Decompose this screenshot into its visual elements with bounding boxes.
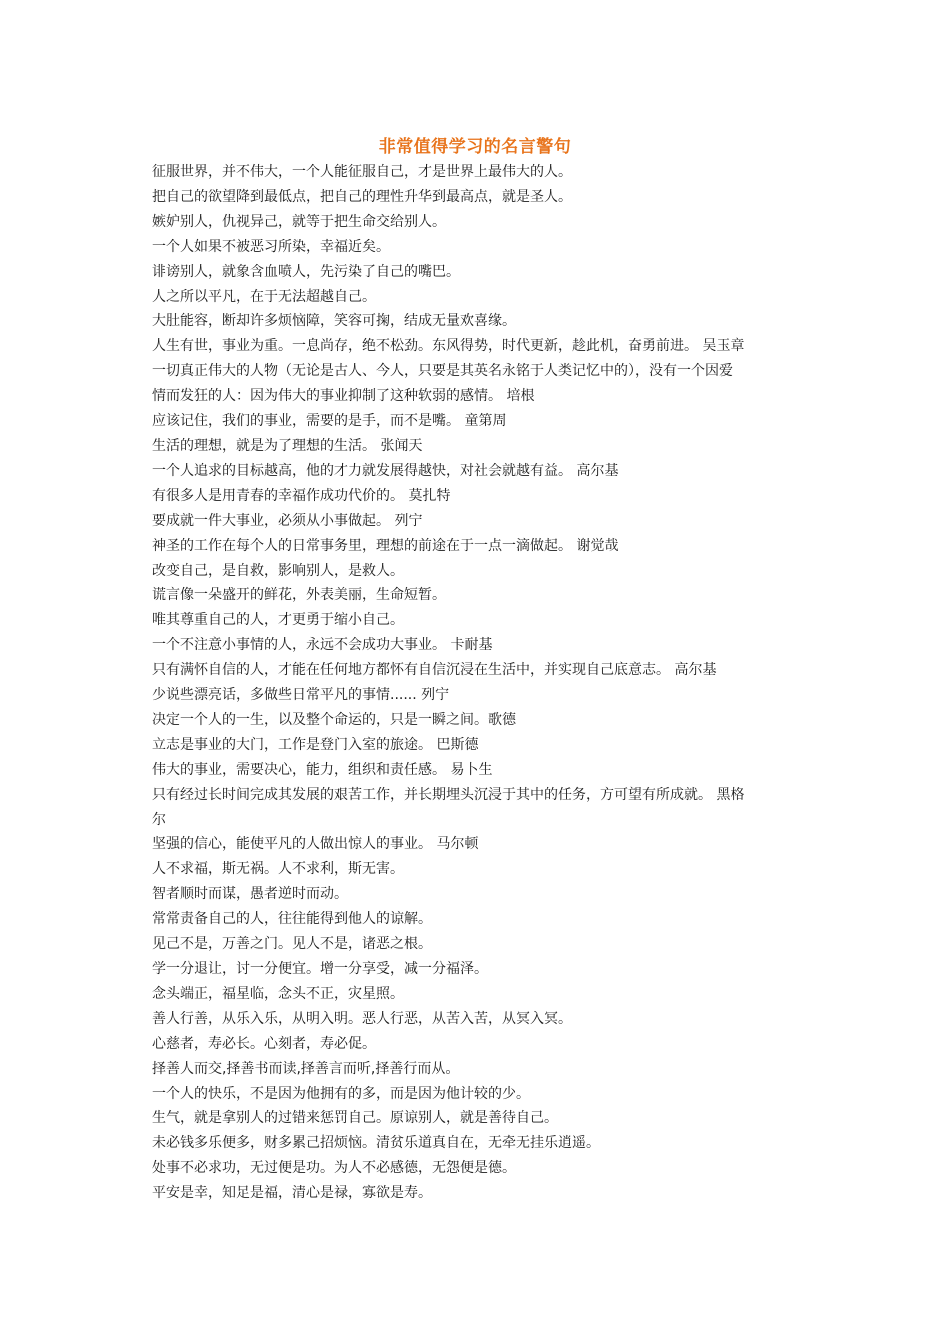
document-body bbox=[152, 160, 802, 1206]
quote-line: 择善人而交,择善书而读,择善言而听,择善行而从。 bbox=[152, 1060, 460, 1077]
quote-line: 决定一个人的一生，以及整个命运的，只是一瞬之间。歌德 bbox=[152, 711, 516, 728]
quote-line: 一个不注意小事情的人，永远不会成功大事业。 卡耐基 bbox=[152, 637, 493, 654]
document-title: 非常值得学习的名言警句 bbox=[378, 137, 572, 157]
quote-line: 少说些漂亮话，多做些日常平凡的事情...... 列宁 bbox=[152, 687, 450, 704]
quote-line: 把自己的欲望降到最低点，把自己的理性升华到最高点，就是圣人。 bbox=[152, 188, 572, 205]
quote-line: 处事不必求功，无过便是功。为人不必感德，无怨便是德。 bbox=[152, 1160, 516, 1177]
quote-line: 人生有世，事业为重。一息尚存，绝不松劲。东风得势，时代更新，趁此机，奋勇前进。 吴玉章 bbox=[152, 338, 745, 355]
quote-line: 唯其尊重自己的人，才更勇于缩小自己。 bbox=[152, 612, 404, 629]
quote-line: 生气，就是拿别人的过错来惩罚自己。原谅别人，就是善待自己。 bbox=[152, 1110, 558, 1127]
quote-line: 伟大的事业，需要决心，能力，组织和责任感。 易卜生 bbox=[152, 761, 493, 778]
quote-line: 谎言像一朵盛开的鲜花，外表美丽，生命短暂。 bbox=[152, 587, 446, 604]
quote-line: 征服世界，并不伟大，一个人能征服自己，才是世界上最伟大的人。 bbox=[152, 164, 572, 180]
quote-line: 立志是事业的大门，工作是登门入室的旅途。 巴斯德 bbox=[152, 736, 479, 753]
quote-line: 只有满怀自信的人，才能在任何地方都怀有自信沉浸在生活中，并实现自己底意志。 高尔基 bbox=[152, 662, 717, 679]
quote-line: 大肚能容，断却许多烦恼障，笑容可掬，结成无量欢喜缘。 bbox=[152, 313, 516, 330]
quote-line: 常常责备自己的人，往往能得到他人的谅解。 bbox=[152, 911, 432, 928]
quote-line: 心慈者，寿必长。心刻者，寿必促。 bbox=[152, 1035, 376, 1052]
quote-line: 生活的理想，就是为了理想的生活。 张闻天 bbox=[152, 437, 423, 454]
quote-line: 嫉妒别人，仇视异己，就等于把生命交给别人。 bbox=[152, 213, 446, 230]
quote-line: 要成就一件大事业，必须从小事做起。 列宁 bbox=[152, 512, 423, 529]
quote-line: 未必钱多乐便多，财多累己招烦恼。清贫乐道真自在，无牵无挂乐逍遥。 bbox=[152, 1135, 600, 1152]
quote-line: 一个人的快乐，不是因为他拥有的多，而是因为他计较的少。 bbox=[152, 1085, 530, 1102]
quote-line: 尔 bbox=[152, 811, 166, 828]
quote-line: 只有经过长时间完成其发展的艰苦工作，并长期埋头沉浸于其中的任务，方可望有所成就。 黑格 bbox=[152, 786, 745, 803]
quote-line: 诽谤别人，就象含血喷人，先污染了自己的嘴巴。 bbox=[152, 263, 460, 280]
quote-line: 平安是幸，知足是福，清心是禄，寡欲是寿。 bbox=[152, 1185, 432, 1202]
quote-line: 坚强的信心，能使平凡的人做出惊人的事业。 马尔顿 bbox=[152, 836, 479, 853]
quote-line: 念头端正，福星临，念头不正，灾星照。 bbox=[152, 985, 404, 1002]
quote-line: 智者顺时而谋，愚者逆时而动。 bbox=[152, 886, 348, 903]
quote-line: 人不求福，斯无祸。人不求利，斯无害。 bbox=[152, 861, 404, 878]
quote-line: 有很多人是用青春的幸福作成功代价的。 莫扎特 bbox=[152, 487, 451, 504]
quote-line: 一个人追求的目标越高，他的才力就发展得越快，对社会就越有益。 高尔基 bbox=[152, 462, 619, 479]
quote-line: 善人行善，从乐入乐，从明入明。恶人行恶，从苦入苦，从冥入冥。 bbox=[152, 1010, 572, 1027]
quote-line: 见己不是，万善之门。见人不是，诸恶之根。 bbox=[152, 936, 432, 953]
quote-line: 一切真正伟大的人物（无论是古人、今人，只要是其英名永铭于人类记忆中的），没有一个因爱 bbox=[152, 363, 733, 380]
quote-line: 情而发狂的人：因为伟大的事业抑制了这种软弱的感情。 培根 bbox=[152, 388, 535, 405]
quote-line: 一个人如果不被恶习所染，幸福近矣。 bbox=[152, 238, 390, 255]
quote-line: 人之所以平凡，在于无法超越自己。 bbox=[152, 288, 376, 305]
quote-line: 应该记住，我们的事业，需要的是手，而不是嘴。 童第周 bbox=[152, 413, 507, 430]
quote-line: 改变自己，是自救，影响别人，是救人。 bbox=[152, 562, 404, 579]
quote-line: 学一分退让，讨一分便宜。增一分享受，减一分福泽。 bbox=[152, 961, 488, 977]
quote-line: 神圣的工作在每个人的日常事务里，理想的前途在于一点一滴做起。 谢觉哉 bbox=[152, 537, 619, 554]
